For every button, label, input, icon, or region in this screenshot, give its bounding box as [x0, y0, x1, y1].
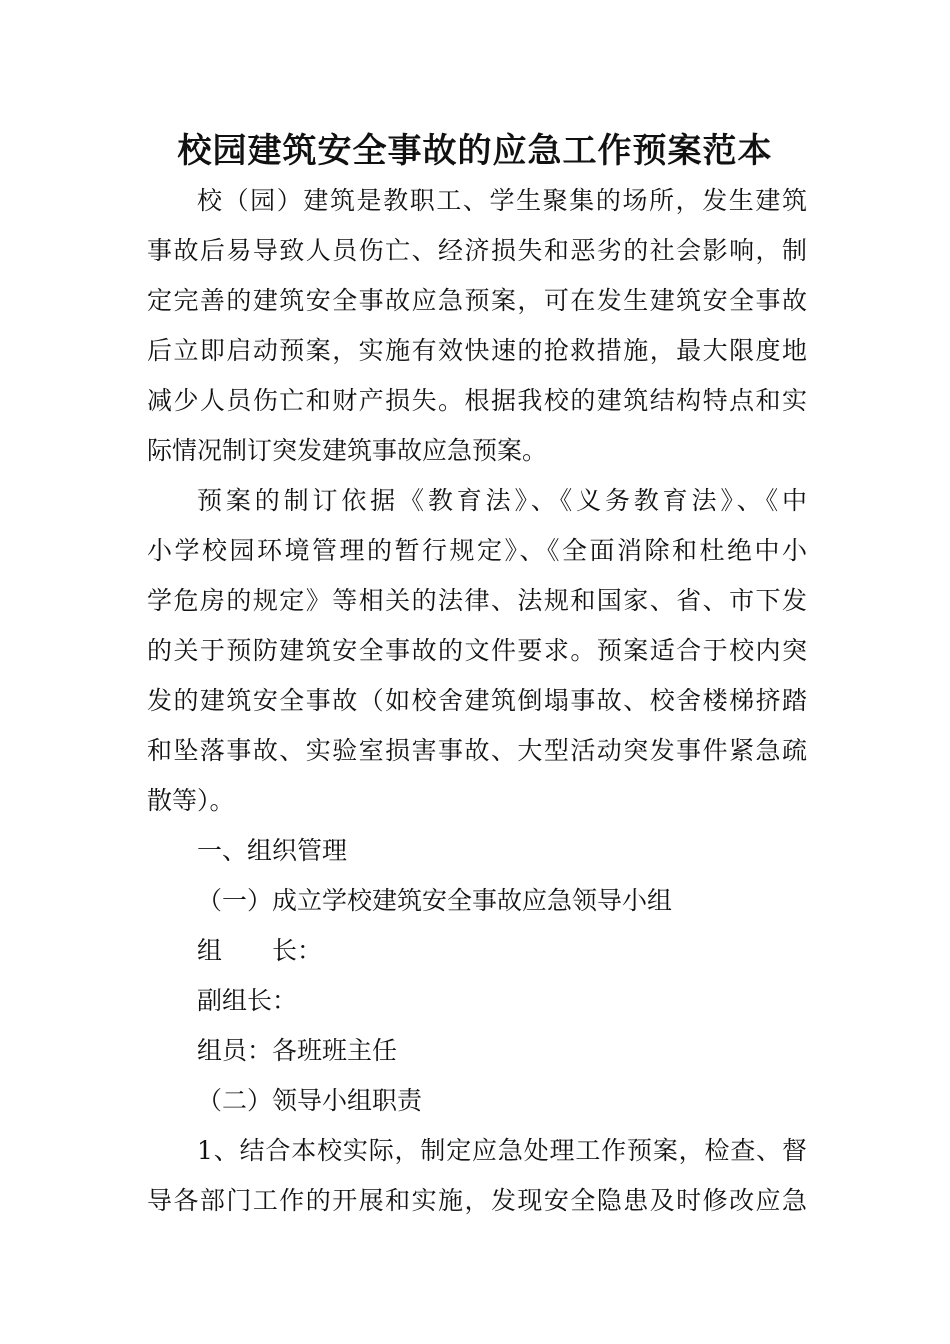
subsection-heading: （一）成立学校建筑安全事故应急领导小组: [197, 886, 673, 915]
paragraph-line: 际情况制订突发建筑事故应急预案。: [147, 436, 548, 465]
members-line: 组员：各班班主任: [197, 1036, 398, 1065]
paragraph-line: 减少人员伤亡和财产损失。根据我校的建筑结构特点和实: [147, 386, 807, 415]
group-leader-line: 组 长：: [197, 936, 323, 965]
paragraph-line: 预案的制订依据《教育法》、《义务教育法》、《中: [197, 486, 807, 515]
document-title: 校园建筑安全事故的应急工作预案范本: [177, 131, 773, 171]
paragraph-line: 后立即启动预案，实施有效快速的抢救措施，最大限度地: [147, 336, 807, 365]
paragraph-line: 定完善的建筑安全事故应急预案，可在发生建筑安全事故: [147, 286, 807, 315]
paragraph-line: 小学校园环境管理的暂行规定》、《全面消除和杜绝中小: [147, 536, 807, 565]
paragraph-line: 和坠落事故、实验室损害事故、大型活动突发事件紧急疏: [147, 736, 807, 765]
paragraph-line: 校（园）建筑是教职工、学生聚集的场所，发生建筑: [197, 186, 807, 215]
paragraph-line: 学危房的规定》等相关的法律、法规和国家、省、市下发: [147, 586, 807, 615]
paragraph-line: 发的建筑安全事故（如校舍建筑倒塌事故、校舍楼梯挤踏: [147, 686, 807, 715]
deputy-leader-line: 副组长：: [197, 986, 298, 1015]
paragraph-line: 散等）。: [147, 786, 235, 815]
paragraph-line: 的关于预防建筑安全事故的文件要求。预案适合于校内突: [147, 636, 807, 665]
section-heading: 一、组织管理: [197, 836, 348, 865]
paragraph-line: 导各部门工作的开展和实施，发现安全隐患及时修改应急: [147, 1186, 807, 1215]
subsection-heading: （二）领导小组职责: [197, 1086, 423, 1115]
paragraph-line: 事故后易导致人员伤亡、经济损失和恶劣的社会影响，制: [147, 236, 807, 265]
paragraph-line: 1、结合本校实际，制定应急处理工作预案，检查、督: [197, 1136, 807, 1165]
